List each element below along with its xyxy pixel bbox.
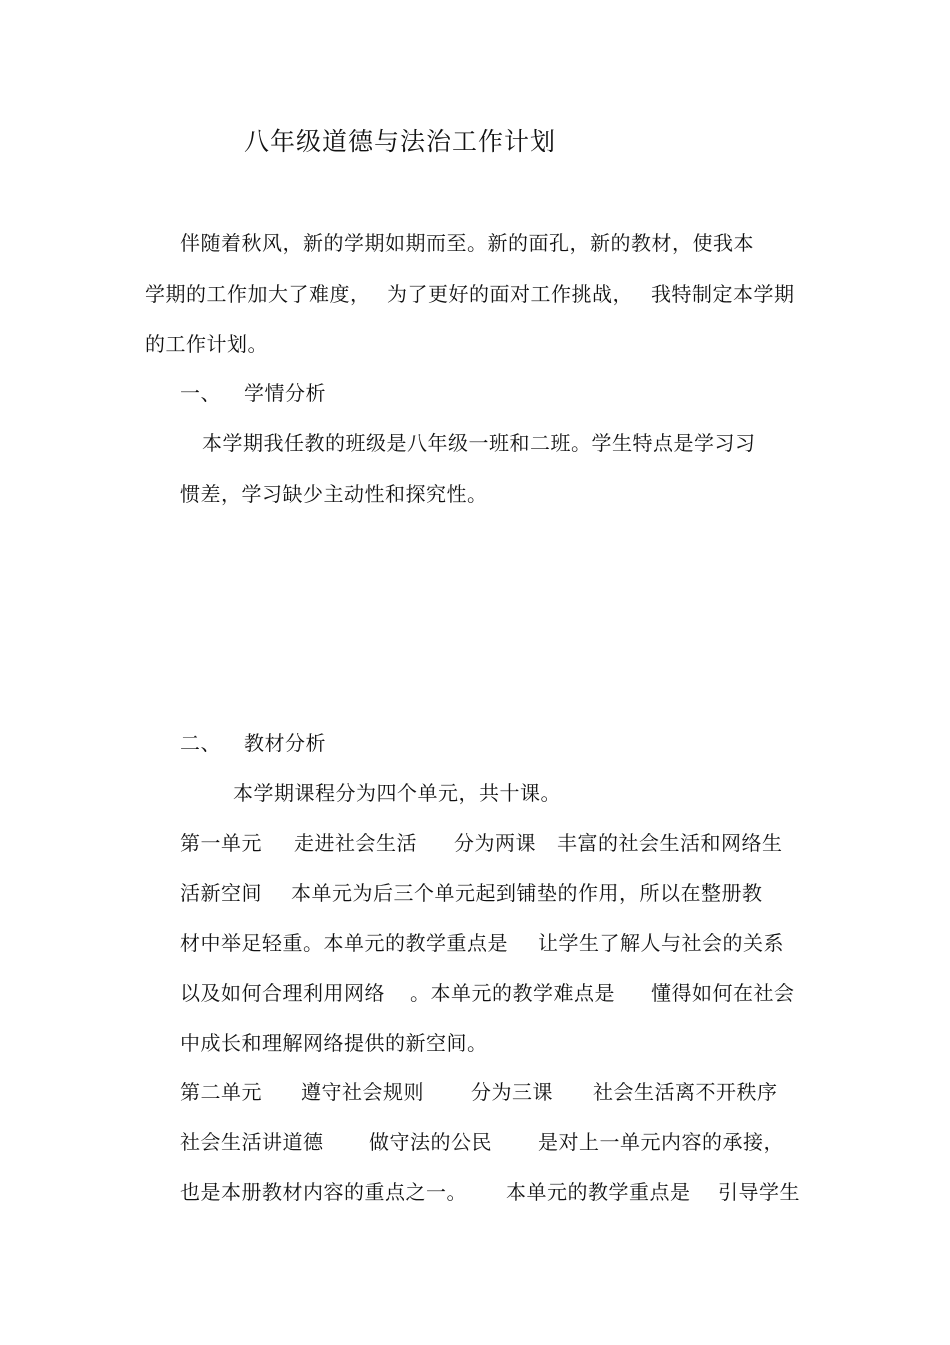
unit-2-line-2a: 社会生活讲道德 [180, 1130, 324, 1154]
unit-2-line-2c: 是对上一单元内容的承接， [538, 1130, 784, 1154]
intro-line-2b: 为了更好的面对工作挑战， [387, 282, 633, 306]
unit-1-line-1-end: 丰富的社会生活和网络生 [557, 831, 783, 855]
unit-2-lesson-count: 分为三课 [471, 1080, 553, 1104]
unit-1-line-4c: 懂得如何在社会 [651, 981, 795, 1005]
unit-1-label: 第一单元 [180, 831, 262, 855]
unit-2-line-2b: 做守法的公民 [369, 1130, 492, 1154]
section-1-line-2: 惯差，学习缺少主动性和探究性。 [180, 482, 488, 506]
unit-2-line-3a: 也是本册教材内容的重点之一。 [180, 1180, 467, 1204]
unit-1-line-2a: 活新空间 [180, 881, 262, 905]
section-2-heading: 教材分析 [244, 731, 326, 755]
unit-1-lesson-count: 分为两课 [454, 831, 536, 855]
section-2-number: 二、 [180, 731, 221, 755]
unit-2-title: 遵守社会规则 [301, 1080, 424, 1104]
section-2-summary: 本学期课程分为四个单元，共十课。 [233, 781, 561, 805]
intro-line-2c: 我特制定本学期 [651, 282, 795, 306]
unit-1-line-3b: 让学生了解人与社会的关系 [538, 931, 784, 955]
section-1-line-1: 本学期我任教的班级是八年级一班和二班。学生特点是学习习 [202, 431, 756, 455]
intro-line-3: 的工作计划。 [145, 332, 268, 356]
unit-1-line-4a: 以及如何合理利用网络 [180, 981, 385, 1005]
unit-1-line-2b: 本单元为后三个单元起到铺垫的作用，所以在整册教 [291, 881, 763, 905]
unit-1-line-5: 中成长和理解网络提供的新空间。 [180, 1031, 488, 1055]
unit-2-line-1-end: 社会生活离不开秩序 [593, 1080, 778, 1104]
intro-line-2a: 学期的工作加大了难度， [145, 282, 371, 306]
intro-line-1: 伴随着秋风，新的学期如期而至。新的面孔，新的教材，使我本 [180, 231, 754, 255]
section-1-number: 一、 [180, 381, 221, 405]
unit-2-label: 第二单元 [180, 1080, 262, 1104]
unit-1-title: 走进社会生活 [294, 831, 417, 855]
section-1-heading: 学情分析 [244, 381, 326, 405]
unit-1-line-3a: 材中举足轻重。本单元的教学重点是 [180, 931, 508, 955]
unit-1-line-4b: 。本单元的教学难点是 [410, 981, 615, 1005]
unit-2-line-3c: 引导学生 [718, 1180, 800, 1204]
document-title: 八年级道德与法治工作计划 [244, 127, 557, 156]
unit-2-line-3b: 本单元的教学重点是 [506, 1180, 691, 1204]
